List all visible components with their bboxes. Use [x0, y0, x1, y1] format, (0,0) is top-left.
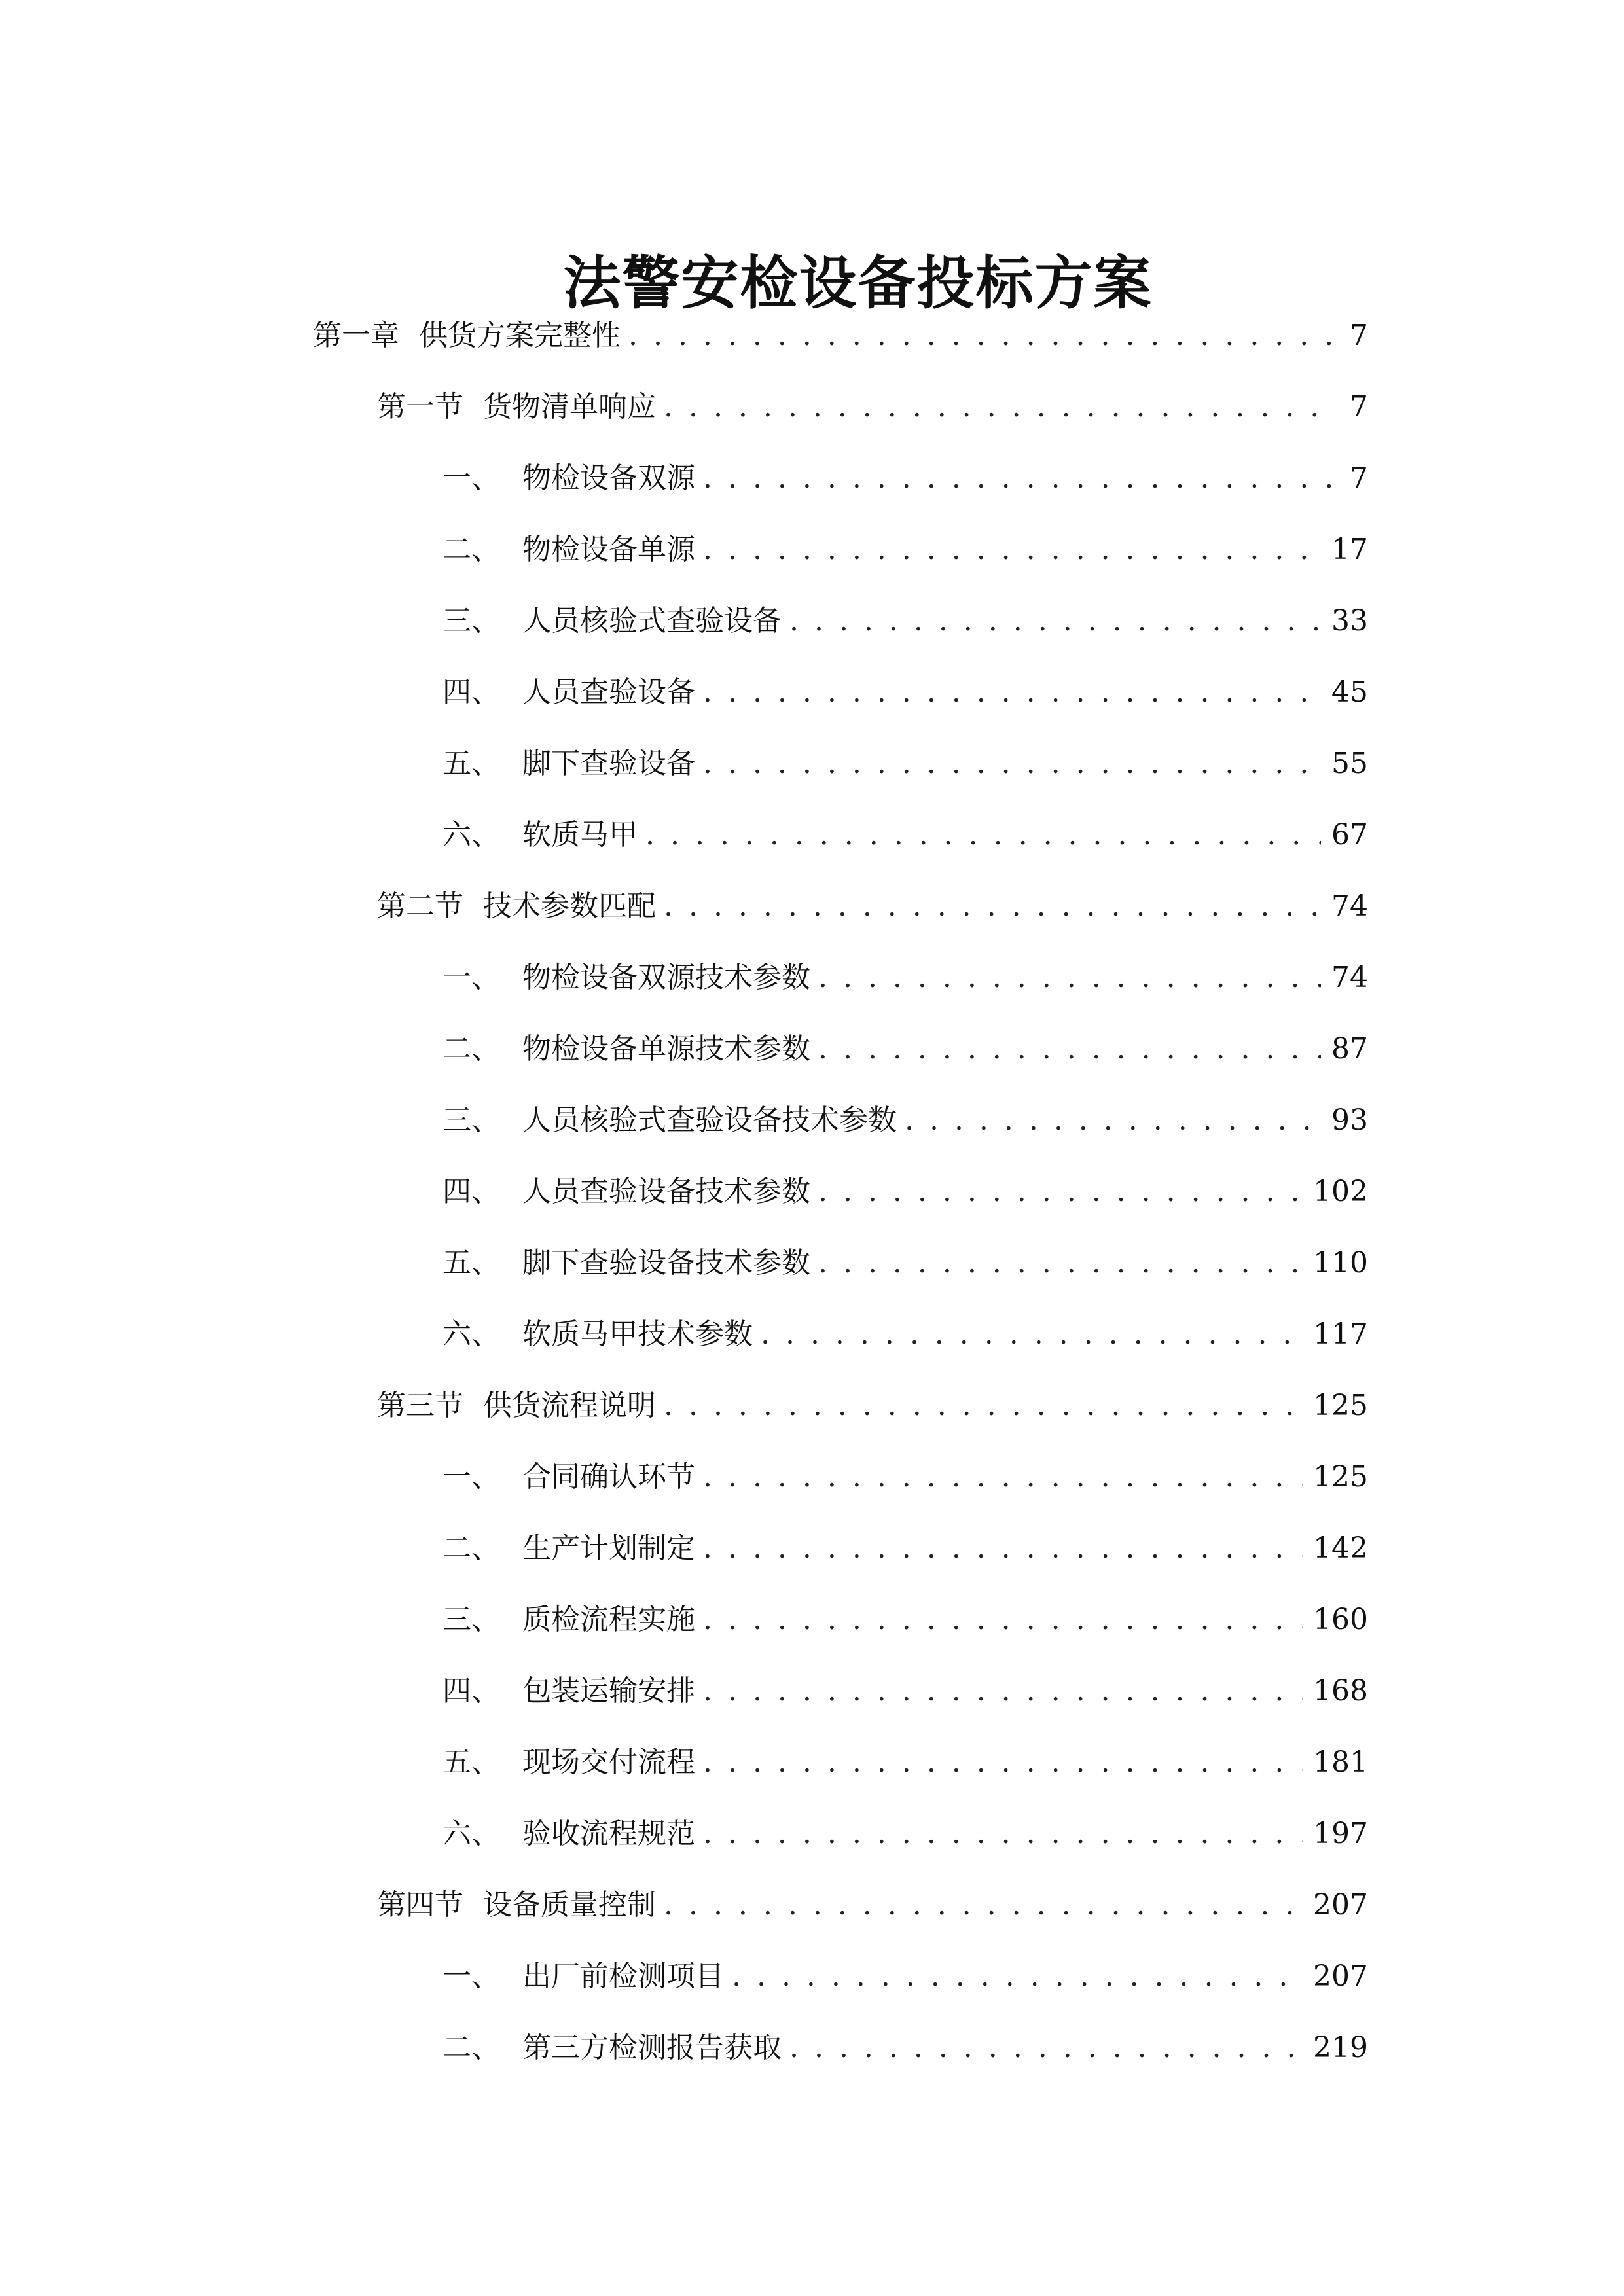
toc-entry-title: 生产计划制定	[522, 1532, 695, 1565]
toc-page-number: 207	[1313, 1960, 1368, 1993]
dot-leader	[664, 1383, 1303, 1429]
toc-chapter[interactable]	[313, 313, 1368, 359]
dot-leader	[789, 2025, 1303, 2071]
toc-entry-number: 一、	[442, 961, 500, 994]
toc-entry-title: 软质马甲技术参数	[522, 1318, 753, 1351]
toc-page-number: 197	[1313, 1817, 1368, 1850]
toc-page-number: 181	[1313, 1746, 1368, 1779]
dot-leader	[664, 884, 1321, 929]
toc-page-number: 207	[1313, 1888, 1368, 1922]
toc-item[interactable]	[442, 1740, 1368, 1785]
toc-page-number: 7	[1350, 319, 1368, 352]
toc-page-number: 7	[1350, 461, 1368, 495]
dot-leader	[703, 1740, 1303, 1785]
toc-entry-title: 人员核验式查验设备	[522, 604, 782, 637]
toc-item[interactable]	[442, 670, 1368, 715]
toc-entry-title: 物检设备双源	[522, 461, 695, 495]
toc-page-number: 67	[1331, 818, 1368, 852]
dot-leader	[703, 741, 1321, 787]
toc-item[interactable]	[442, 1526, 1368, 1571]
toc-page-number: 168	[1313, 1674, 1368, 1708]
toc-entry-title: 出厂前检测项目	[522, 1960, 724, 1993]
toc-entry-number: 三、	[442, 1103, 500, 1137]
dot-leader	[645, 812, 1321, 858]
toc-section[interactable]	[377, 1383, 1368, 1429]
toc-item[interactable]	[442, 955, 1368, 1001]
dot-leader	[703, 1526, 1303, 1571]
toc-entry-number: 二、	[442, 1032, 500, 1066]
toc-item[interactable]	[442, 1597, 1368, 1643]
toc-entry-title: 合同确认环节	[522, 1460, 695, 1494]
toc-item[interactable]	[442, 741, 1368, 787]
toc-entry-number: 三、	[442, 604, 500, 637]
dot-leader	[703, 527, 1321, 573]
dot-leader	[818, 1169, 1303, 1215]
dot-leader	[628, 313, 1331, 359]
dot-leader	[818, 1026, 1321, 1072]
dot-leader	[818, 955, 1321, 1001]
toc-page-number: 102	[1313, 1175, 1368, 1208]
toc-entry-number: 五、	[442, 1246, 500, 1280]
toc-entry-number: 二、	[442, 1532, 500, 1565]
toc-entry-number: 三、	[442, 1603, 500, 1636]
dot-leader	[761, 1312, 1303, 1357]
toc-entry-number: 五、	[442, 1746, 500, 1779]
toc-item[interactable]	[442, 1668, 1368, 1714]
toc-page-number: 110	[1313, 1246, 1368, 1280]
toc-entry-title: 货物清单响应	[483, 390, 656, 423]
toc-page-number: 87	[1331, 1032, 1368, 1066]
toc-item[interactable]	[442, 1954, 1368, 2000]
dot-leader	[703, 1668, 1303, 1714]
toc-entry-number: 五、	[442, 747, 500, 780]
dot-leader	[664, 1882, 1303, 1928]
dot-leader	[703, 1454, 1303, 1500]
toc-item[interactable]	[442, 456, 1368, 501]
toc-entry-title: 人员核验式查验设备技术参数	[522, 1103, 897, 1137]
toc-item[interactable]	[442, 1026, 1368, 1072]
toc-page-number: 117	[1313, 1318, 1368, 1351]
toc-entry-title: 第三方检测报告获取	[522, 2031, 782, 2064]
toc-item[interactable]	[442, 527, 1368, 573]
toc-page-number: 7	[1350, 390, 1368, 423]
toc-section[interactable]	[377, 884, 1368, 929]
toc-entry-title: 脚下查验设备技术参数	[522, 1246, 810, 1280]
toc-page-number: 93	[1331, 1103, 1368, 1137]
toc-entry-number: 六、	[442, 1318, 500, 1351]
dot-leader	[732, 1954, 1303, 2000]
toc-page-number: 74	[1331, 961, 1368, 994]
toc-entry-title: 物检设备单源	[522, 533, 695, 566]
toc-entry-number: 四、	[442, 1674, 500, 1708]
toc-item[interactable]	[442, 1240, 1368, 1286]
toc-entry-number: 二、	[442, 2031, 500, 2064]
toc-entry-title: 包装运输安排	[522, 1674, 695, 1708]
toc-section[interactable]	[377, 384, 1368, 430]
toc-entry-number: 二、	[442, 533, 500, 566]
toc-entry-title: 供货流程说明	[483, 1389, 656, 1422]
toc-page-number: 55	[1331, 747, 1368, 780]
toc-entry-number: 四、	[442, 675, 500, 709]
toc-entry-title: 人员查验设备	[522, 675, 695, 709]
toc-entry-number: 四、	[442, 1175, 500, 1208]
toc-item[interactable]	[442, 1811, 1368, 1857]
toc-entry-number: 一、	[442, 1460, 500, 1494]
toc-page-number: 33	[1331, 604, 1368, 637]
dot-leader	[818, 1240, 1303, 1286]
toc-page-number: 125	[1313, 1389, 1368, 1422]
toc-entry-title: 供货方案完整性	[419, 319, 621, 352]
toc-entry-title: 物检设备双源技术参数	[522, 961, 810, 994]
dot-leader	[703, 1597, 1303, 1643]
toc-page-number: 74	[1331, 889, 1368, 923]
toc-entry-number: 第三节	[377, 1389, 463, 1422]
toc-page-number: 125	[1313, 1460, 1368, 1494]
toc-entry-number: 第二节	[377, 889, 463, 923]
toc-item[interactable]	[442, 1169, 1368, 1215]
toc-page-number: 142	[1313, 1532, 1368, 1565]
toc-entry-number: 一、	[442, 1960, 500, 1993]
dot-leader	[703, 670, 1321, 715]
toc-item[interactable]	[442, 812, 1368, 858]
toc-entry-title: 软质马甲	[522, 818, 638, 852]
toc-page-number: 45	[1331, 675, 1368, 709]
toc-entry-number: 第一章	[313, 319, 399, 352]
toc-entry-number: 一、	[442, 461, 500, 495]
toc-page-number: 17	[1331, 533, 1368, 566]
dot-leader	[905, 1098, 1321, 1143]
dot-leader	[703, 1811, 1303, 1857]
toc-entry-title: 验收流程规范	[522, 1817, 695, 1850]
toc-entry-title: 脚下查验设备	[522, 747, 695, 780]
toc-entry-number: 六、	[442, 1817, 500, 1850]
toc-entry-number: 第一节	[377, 390, 463, 423]
toc-item[interactable]	[442, 598, 1368, 644]
dot-leader	[664, 384, 1331, 430]
toc-entry-title: 设备质量控制	[483, 1888, 656, 1922]
toc-item[interactable]	[442, 2025, 1368, 2071]
toc-entry-title: 人员查验设备技术参数	[522, 1175, 810, 1208]
dot-leader	[789, 598, 1321, 644]
toc-item[interactable]	[442, 1098, 1368, 1143]
toc-item[interactable]	[442, 1312, 1368, 1357]
toc-entry-title: 质检流程实施	[522, 1603, 695, 1636]
toc-entry-title: 现场交付流程	[522, 1746, 695, 1779]
toc-section[interactable]	[377, 1882, 1368, 1928]
document-title: 法警安检设备投标方案	[563, 248, 1153, 317]
toc-entry-number: 六、	[442, 818, 500, 852]
toc-page-number: 219	[1313, 2031, 1368, 2064]
toc-entry-number: 第四节	[377, 1888, 463, 1922]
toc-entry-title: 物检设备单源技术参数	[522, 1032, 810, 1066]
toc-item[interactable]	[442, 1454, 1368, 1500]
dot-leader	[703, 456, 1331, 501]
toc-entry-title: 技术参数匹配	[483, 889, 656, 923]
toc-page-number: 160	[1313, 1603, 1368, 1636]
